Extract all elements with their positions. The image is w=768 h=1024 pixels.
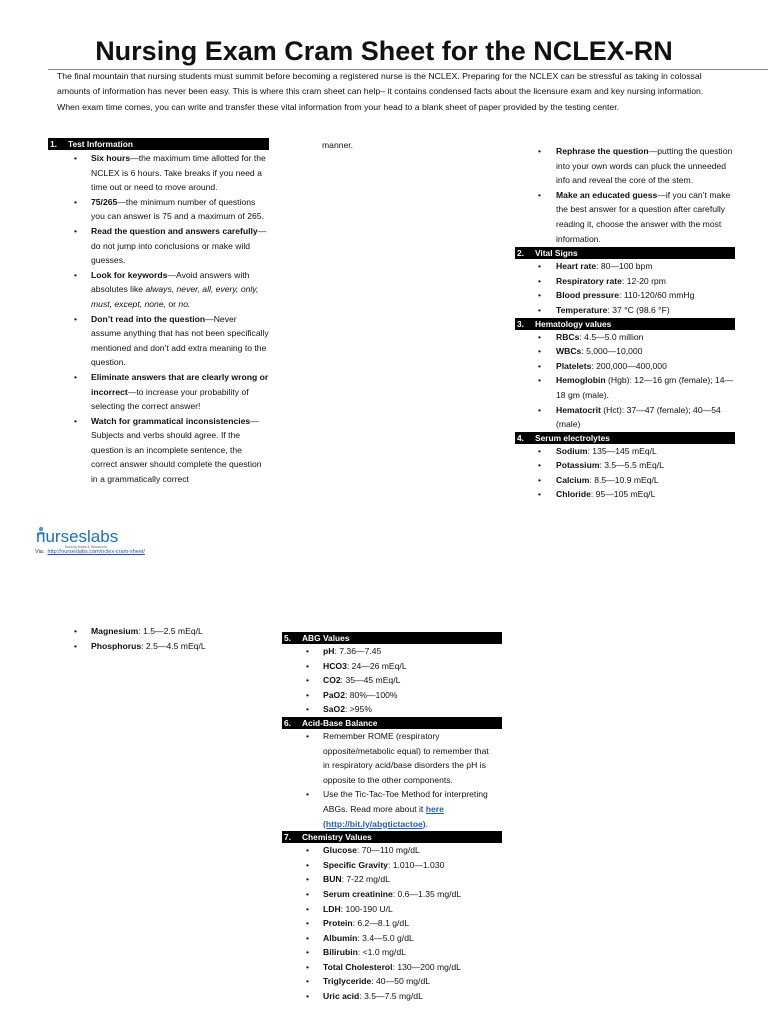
item-term: Temperature	[556, 304, 608, 315]
item-text: : 1.010—1.030	[387, 859, 445, 870]
item-text: —Never assume anything that has not been specifically mentioned and don’t add extra meaning to the question.	[91, 313, 269, 368]
item-text: : 3.5—7.5 mg/dL	[359, 991, 423, 1002]
bullet-icon: •	[538, 290, 542, 301]
bullet-icon: •	[538, 360, 542, 371]
list-item	[515, 344, 735, 359]
item-text: 2.	[517, 248, 524, 259]
bullet-icon: •	[74, 640, 78, 651]
bullet-icon: •	[306, 730, 310, 741]
item-text: : <1.0 mg/dL	[357, 947, 406, 958]
column-3	[515, 144, 735, 502]
bullet-icon: •	[74, 225, 78, 236]
item-term: Read the question and answers carefully	[91, 225, 258, 236]
list-item	[282, 673, 502, 688]
section-header-test-information	[48, 138, 269, 150]
list-item	[515, 373, 735, 402]
logo-text: nurseslabs	[36, 527, 119, 546]
acid-base-list	[282, 729, 502, 831]
item-term: BUN	[323, 874, 342, 885]
page-title: Nursing Exam Cram Sheet for the NCLEX-RN	[95, 36, 673, 66]
item-term: Sodium	[556, 445, 588, 456]
item-term: Total Cholesterol	[323, 961, 393, 972]
section-title: Test Information	[68, 139, 133, 149]
item-text: : 24—26 mEq/L	[346, 660, 407, 671]
item-term: Bilirubin	[323, 947, 358, 958]
bullet-icon: •	[538, 375, 542, 386]
column-1	[48, 138, 269, 487]
column-2-continuation	[322, 138, 502, 153]
bullet-icon: •	[74, 153, 78, 163]
intro-paragraph: The final mountain that nursing students must summit before becoming a registered nurse is the NCLEX. Preparing for the NCLEX can be stressful as taking in colossal amounts of information has never been easy. This is where this cram sheet can help– it contains condensed facts about the licensure exam and key nursing information. When exam time comes, you can write and transfer these vital information from your head to a blank sheet of paper provided by the testing center.	[57, 71, 704, 112]
list-item	[48, 624, 269, 639]
item-term: Albumin	[323, 932, 358, 943]
item-text: —do not jump into conclusions or make wild guesses.	[91, 225, 267, 266]
continued-text: manner.	[322, 140, 354, 150]
list-item	[282, 945, 502, 960]
item-term: Phosphorus	[91, 640, 142, 651]
list-item	[282, 887, 502, 902]
list-item	[282, 858, 502, 873]
item-text: —Subjects and verbs should agree. If the question is an incomplete sentence, the correct answer should complete the question in a grammatically correct	[91, 415, 262, 485]
list-item	[282, 702, 502, 717]
list-item	[282, 960, 502, 975]
bullet-icon: •	[306, 859, 310, 870]
list-item	[48, 312, 269, 370]
test-tips-list	[515, 144, 735, 246]
item-text: : 70—110 mg/dL	[356, 845, 420, 856]
bullet-icon: •	[538, 304, 542, 315]
item-term: Don’t read into the question	[91, 313, 206, 324]
item-text: 3.	[517, 318, 524, 329]
item-term: Chloride	[556, 489, 591, 500]
bullet-icon: •	[306, 976, 310, 987]
item-term: SaO2	[323, 704, 345, 715]
item-text: : 110-120/60 mmHg	[619, 290, 695, 301]
vital-signs-list	[515, 259, 735, 317]
abg-list	[282, 644, 502, 717]
item-term: Triglyceride	[323, 976, 372, 987]
item-text: Use the Tic-Tac-Toe Method for interpreting ABGs. Read more about it	[323, 789, 488, 814]
item-text: 5.	[284, 633, 291, 643]
bullet-icon: •	[306, 646, 310, 656]
item-text: : 135—145 mEq/L	[587, 445, 657, 456]
bullet-icon: •	[538, 275, 542, 286]
item-emphasis: no.	[178, 298, 191, 309]
list-item	[515, 303, 735, 318]
item-term: Protein	[323, 918, 353, 929]
electrolytes-list	[515, 444, 735, 502]
item-text: : 6.2—8.1 g/dL	[352, 918, 409, 929]
list-item	[282, 644, 502, 659]
bullet-icon: •	[538, 474, 542, 485]
section-header-hematology-values	[515, 318, 735, 330]
item-term: HCO3	[323, 660, 347, 671]
item-text: : 7.36—7.45	[334, 646, 382, 656]
bullet-icon: •	[74, 371, 78, 382]
bullet-icon: •	[306, 845, 310, 856]
bullet-icon: •	[538, 404, 542, 415]
list-item	[282, 974, 502, 989]
list-item	[48, 224, 269, 268]
item-text: : 80—100 bpm	[596, 261, 653, 272]
item-term: Respiratory rate	[556, 275, 622, 286]
list-item	[282, 902, 502, 917]
list-item	[515, 288, 735, 303]
bullet-icon: •	[538, 489, 542, 500]
list-item	[282, 787, 502, 831]
bullet-icon: •	[538, 146, 542, 156]
bullet-icon: •	[306, 961, 310, 972]
list-item	[48, 195, 269, 224]
item-text: Hematology values	[535, 318, 612, 329]
item-term: CO2	[323, 675, 341, 686]
item-text: : 200,000—400,000	[591, 360, 667, 371]
list-item	[282, 729, 502, 787]
list-item	[515, 259, 735, 274]
list-item	[515, 188, 735, 246]
list-item	[282, 931, 502, 946]
nurseslabs-logo-mark	[35, 525, 125, 549]
list-item	[48, 414, 269, 487]
list-item	[515, 403, 735, 432]
item-text: Serum electrolytes	[535, 432, 610, 443]
list-item	[282, 916, 502, 931]
item-term: Make an educated guess	[556, 189, 658, 200]
page2-column-1	[48, 624, 269, 653]
item-text: (Hgb): 12—16 gm (female); 14—18 gm (male).	[556, 375, 734, 400]
list-item	[515, 444, 735, 459]
item-term: Serum creatinine	[323, 888, 393, 899]
item-text: Vital Signs	[535, 248, 578, 259]
section-header-abg-values	[282, 632, 502, 644]
item-text: : 3.5—5.5 mEq/L	[599, 460, 664, 471]
item-term: LDH	[323, 903, 341, 914]
item-text: 4.	[517, 432, 524, 443]
item-term: Platelets	[556, 360, 592, 371]
list-item	[282, 843, 502, 858]
item-text: —if you can’t make the best answer for a question after carefully reading it, choose the answer with the most information.	[556, 189, 731, 244]
item-text: : 130—200 mg/dL	[392, 961, 461, 972]
section-header-acid-base-balance	[282, 717, 502, 729]
item-term: WBCs	[556, 346, 582, 357]
bullet-icon: •	[306, 903, 310, 914]
item-text: : 0.6—1.35 mg/dL	[392, 888, 462, 899]
bullet-icon: •	[74, 269, 78, 280]
source-link[interactable]: http://nurseslabs.com/nclex-cram-sheet/	[47, 549, 145, 555]
list-item	[48, 151, 269, 195]
item-term: Six hours	[91, 153, 131, 163]
bullet-icon: •	[306, 689, 310, 700]
list-item	[48, 370, 269, 414]
bullet-icon: •	[538, 460, 542, 471]
item-text: : 40—50 mg/dL	[371, 976, 431, 987]
bullet-icon: •	[306, 888, 310, 899]
logo-tagline: Nursing Notes & Resources	[65, 545, 107, 549]
list-item	[515, 458, 735, 473]
item-term: Rephrase the question	[556, 146, 649, 156]
item-emphasis: always, never, all, every, only, must, except, none,	[91, 284, 259, 309]
item-term: pH	[323, 646, 335, 656]
item-term: Hemoglobin	[556, 375, 606, 386]
item-text: 7.	[284, 832, 291, 843]
list-item	[282, 872, 502, 887]
item-text: : 100-190 U/L	[340, 903, 393, 914]
item-text: : 37 °C (98.6 °F)	[607, 304, 670, 315]
item-text: .	[425, 818, 429, 829]
item-text: : 35—45 mEq/L	[340, 675, 401, 686]
item-text: —to increase your probability of selecting the correct answer!	[91, 386, 249, 412]
item-text: : >95%	[344, 704, 372, 715]
bullet-icon: •	[74, 313, 78, 324]
section-header-vital-signs	[515, 247, 735, 259]
bullet-icon: •	[306, 991, 310, 1002]
item-term: Heart rate	[556, 261, 597, 272]
item-text: Acid-Base Balance	[302, 717, 378, 728]
bullet-icon: •	[306, 704, 310, 715]
bullet-icon: •	[306, 947, 310, 958]
item-term: 75/265	[91, 196, 118, 207]
bullet-icon: •	[306, 918, 310, 929]
item-term: PaO2	[323, 689, 345, 700]
list-item	[515, 144, 735, 188]
item-term: Specific Gravity	[323, 859, 388, 870]
bullet-icon: •	[538, 445, 542, 456]
source-line	[35, 549, 145, 555]
tic-tac-toe-link[interactable]: here (http://bit.ly/abgtictactoe)	[323, 803, 444, 829]
bullet-icon: •	[306, 874, 310, 885]
item-text: —putting the question into your own words can pluck the unneeded info and reveal the core of the stem.	[556, 146, 733, 186]
page2-column-2	[282, 632, 502, 1004]
item-text: or	[166, 298, 179, 309]
list-item	[282, 659, 502, 674]
item-term: Uric acid	[323, 991, 360, 1002]
item-text: : 3.4—5.0 g/dL	[357, 932, 414, 943]
item-text: 6.	[284, 717, 291, 728]
list-item	[515, 359, 735, 374]
item-term: Potassium	[556, 460, 600, 471]
item-term: Look for keywords	[91, 269, 168, 280]
list-item	[515, 487, 735, 502]
test-information-list	[48, 151, 269, 487]
bullet-icon: •	[74, 196, 78, 207]
chemistry-list	[282, 843, 502, 1004]
electrolytes-continued-list	[48, 624, 269, 653]
bullet-icon: •	[538, 331, 542, 342]
item-text: : 2.5—4.5 mEq/L	[141, 640, 206, 651]
item-text: : 4.5—5.0 million	[579, 331, 644, 342]
section-header-chemistry-values	[282, 831, 502, 843]
item-text: —Avoid answers with absolutes like	[91, 269, 250, 295]
item-text: : 5,000—10,000	[581, 346, 643, 357]
item-term: Hematocrit	[556, 404, 601, 415]
bullet-icon: •	[306, 675, 310, 686]
list-item	[48, 639, 269, 654]
list-item	[282, 688, 502, 703]
section-number: 1.	[50, 139, 57, 149]
item-term: Blood pressure	[556, 290, 620, 301]
list-item	[515, 274, 735, 289]
item-text: ABG Values	[302, 633, 350, 643]
item-term: Calcium	[556, 474, 590, 485]
item-text: —the minimum number of questions you can answer is 75 and a maximum of 265.	[91, 196, 264, 222]
item-text: : 8.5—10.9 mEq/L	[589, 474, 659, 485]
bullet-icon: •	[74, 626, 78, 636]
bullet-icon: •	[306, 932, 310, 943]
item-text: : 12-20 rpm	[621, 275, 666, 286]
section-header-serum-electrolytes	[515, 432, 735, 444]
bullet-icon: •	[306, 789, 310, 800]
item-text: —the maximum time allotted for the NCLEX is 6 hours. Take breaks if you need a time out or need to move around.	[91, 153, 266, 193]
via-label: Via:	[35, 549, 45, 555]
item-term: RBCs	[556, 331, 580, 342]
bullet-icon: •	[74, 415, 78, 426]
item-text: : 95—105 mEq/L	[590, 489, 656, 500]
item-text: Remember ROME (respiratory opposite/metabolic equal) to remember that in respiratory acid/base disorders the pH is opposite to the other components.	[323, 730, 489, 785]
item-term: Watch for grammatical inconsistencies	[91, 415, 251, 426]
item-term: Glucose	[323, 845, 357, 856]
item-text: Chemistry Values	[302, 832, 372, 843]
item-term: Magnesium	[91, 626, 139, 636]
bullet-icon: •	[306, 660, 310, 671]
bullet-icon: •	[538, 189, 542, 200]
item-text: (Hct): 37—47 (female); 40—54 (male)	[556, 404, 721, 430]
bullet-icon: •	[538, 346, 542, 357]
list-item	[48, 268, 269, 312]
item-text: : 1.5—2.5 mEq/L	[138, 626, 203, 636]
item-text: : 80%—100%	[344, 689, 398, 700]
list-item	[282, 989, 502, 1004]
bullet-icon: •	[538, 261, 542, 272]
item-term: Eliminate answers that are clearly wrong or incorrect	[91, 371, 269, 397]
list-item	[515, 473, 735, 488]
hematology-list	[515, 330, 735, 432]
item-text: : 7-22 mg/dL	[341, 874, 390, 885]
list-item	[515, 330, 735, 345]
